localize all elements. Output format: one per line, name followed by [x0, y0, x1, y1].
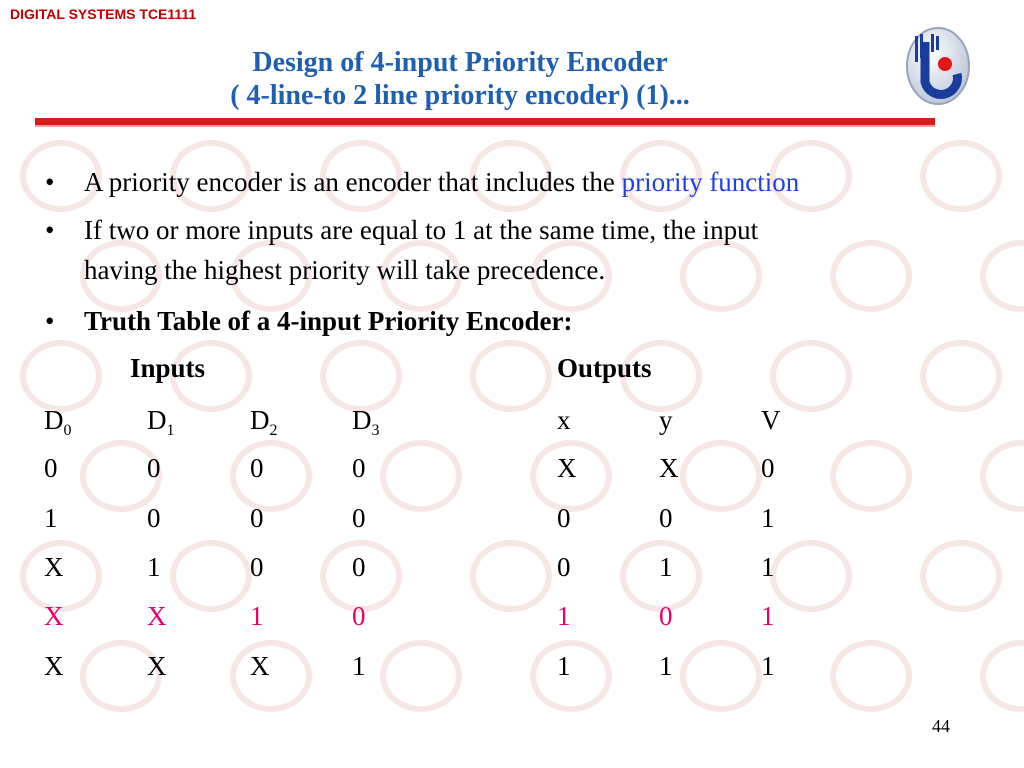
title-underline	[35, 118, 935, 125]
watermark-shape	[920, 140, 1002, 212]
watermark-shape	[680, 640, 762, 712]
watermark-shape	[380, 640, 462, 712]
watermark-shape	[830, 440, 912, 512]
watermark-shape	[320, 340, 402, 412]
table-cell: X	[557, 453, 577, 483]
watermark-shape	[470, 340, 552, 412]
header-d1-base: D	[147, 405, 167, 435]
table-cell: 1	[352, 651, 366, 681]
table-cell: 0	[659, 503, 673, 533]
header-d1-subscript: 1	[166, 422, 175, 439]
bullet-2-line-2: having the highest priority will take precedence.	[84, 255, 606, 285]
header-d0-subscript: 0	[63, 422, 72, 439]
title-line-2: ( 4-line-to 2 line priority encoder) (1)...	[230, 80, 690, 111]
table-cell: 1	[761, 552, 775, 582]
table-cell: X	[147, 651, 167, 681]
watermark-shape	[470, 540, 552, 612]
title-underline-shadow	[35, 125, 935, 127]
bullet-marker-2: •	[45, 215, 55, 245]
slide-title	[0, 46, 920, 112]
table-cell: X	[659, 453, 679, 483]
table-cell: 0	[44, 453, 58, 483]
watermark-shape	[770, 340, 852, 412]
watermark-shape	[20, 340, 102, 412]
table-cell: 0	[557, 552, 571, 582]
bullet-1-text: A priority encoder is an encoder that includes the	[84, 167, 622, 197]
header-d0	[44, 405, 72, 439]
title-line-1: Design of 4-input Priority Encoder	[252, 47, 668, 78]
table-cell: 0	[352, 453, 366, 483]
bullet-marker-1: •	[45, 167, 55, 197]
header-output-1: y	[659, 405, 673, 435]
table-cell: 1	[761, 601, 775, 631]
table-cell: 0	[557, 503, 571, 533]
watermark-shape	[980, 640, 1024, 712]
watermark-shape	[680, 440, 762, 512]
table-cell: 0	[250, 453, 264, 483]
header-output-2: V	[761, 405, 781, 435]
watermark-shape	[980, 440, 1024, 512]
university-logo-icon	[905, 22, 971, 106]
table-cell: 0	[147, 503, 161, 533]
table-cell: 1	[659, 651, 673, 681]
watermark-shape	[380, 440, 462, 512]
bullet-2-line-1: If two or more inputs are equal to 1 at the same time, the input	[84, 215, 759, 245]
table-cell: X	[44, 601, 64, 631]
table-cell: 1	[44, 503, 58, 533]
table-cell: 1	[761, 651, 775, 681]
course-header: DIGITAL SYSTEMS TCE1111	[10, 6, 197, 22]
bullet-1	[84, 162, 799, 202]
bullet-marker-3: •	[45, 306, 55, 336]
watermark-shape	[830, 240, 912, 312]
header-d2-subscript: 2	[269, 422, 278, 439]
table-cell: 1	[557, 651, 571, 681]
table-cell: 0	[352, 503, 366, 533]
watermark-shape	[830, 640, 912, 712]
table-cell: 1	[557, 601, 571, 631]
watermark-shape	[170, 540, 252, 612]
header-d2-base: D	[250, 405, 270, 435]
table-cell: X	[147, 601, 167, 631]
watermark-shape	[920, 340, 1002, 412]
header-d3-base: D	[352, 405, 372, 435]
table-cell: 1	[659, 552, 673, 582]
table-cell: 1	[761, 503, 775, 533]
table-cell: 1	[250, 601, 264, 631]
inputs-group-header: Inputs	[130, 353, 206, 383]
bullet-2	[84, 210, 758, 290]
page-number: 44	[932, 716, 950, 736]
header-d0-base: D	[44, 405, 64, 435]
watermark-shape	[980, 240, 1024, 312]
outputs-group-header: Outputs	[557, 353, 652, 383]
table-cell: 0	[250, 503, 264, 533]
watermark-shape	[230, 440, 312, 512]
watermark-shape	[230, 640, 312, 712]
header-output-0: x	[557, 405, 571, 435]
watermark-shape	[920, 540, 1002, 612]
table-cell: 1	[147, 552, 161, 582]
bullet-3: Truth Table of a 4-input Priority Encoder:	[84, 306, 573, 336]
table-cell: 0	[352, 601, 366, 631]
watermark-shape	[530, 640, 612, 712]
table-cell: X	[250, 651, 270, 681]
header-d1	[147, 405, 175, 439]
header-d3	[352, 405, 380, 439]
table-cell: 0	[250, 552, 264, 582]
table-cell: X	[44, 651, 64, 681]
table-cell: 0	[761, 453, 775, 483]
watermark-shape	[770, 540, 852, 612]
table-cell: 0	[352, 552, 366, 582]
table-cell: 0	[147, 453, 161, 483]
priority-function-term: priority function	[621, 167, 800, 197]
table-cell: 0	[659, 601, 673, 631]
table-cell: X	[44, 552, 64, 582]
header-d2	[250, 405, 278, 439]
header-d3-subscript: 3	[371, 422, 380, 439]
